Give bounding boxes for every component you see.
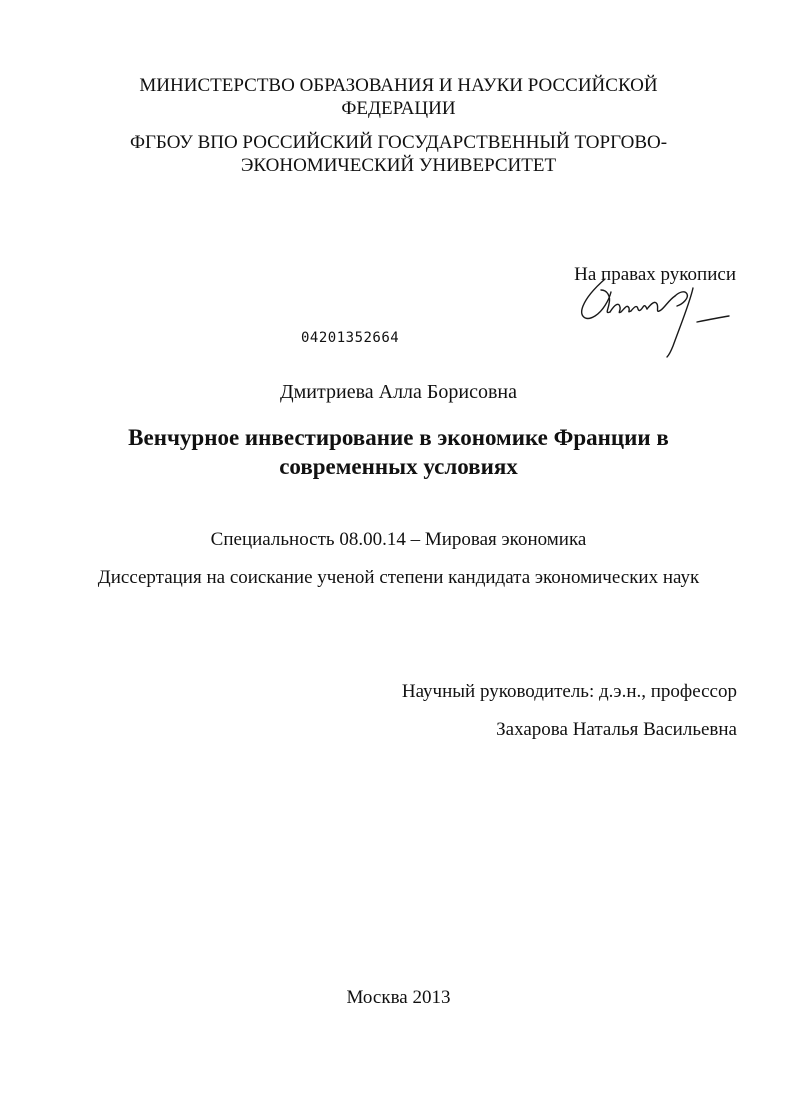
university-line-2: ЭКОНОМИЧЕСКИЙ УНИВЕРСИТЕТ — [240, 155, 557, 176]
thesis-title-line-1: Венчурное инвестирование в экономике Франции в — [128, 425, 669, 450]
specialty: Специальность 08.00.14 – Мировая экономика — [210, 529, 587, 550]
author-name: Дмитриева Алла Борисовна — [280, 381, 517, 403]
ministry-line-1: МИНИСТЕРСТВО ОБРАЗОВАНИЯ И НАУКИ РОССИЙСКОЙ — [139, 75, 658, 96]
city-year: Москва 2013 — [346, 987, 451, 1008]
catalog-number: 04201352664 — [301, 330, 400, 346]
supervisor-label: Научный руководитель: д.э.н., профессор — [401, 681, 737, 702]
manuscript-rights-note: На правах рукописи — [574, 264, 736, 285]
degree-statement: Диссертация на соискание ученой степени кандидата экономических наук — [97, 567, 700, 588]
thesis-title-line-2: современных условиях — [279, 454, 518, 479]
ministry-line-2: ФЕДЕРАЦИИ — [341, 98, 456, 119]
handwritten-signature — [565, 276, 740, 358]
supervisor-name: Захарова Наталья Васильевна — [496, 719, 737, 740]
university-line-1: ФГБОУ ВПО РОССИЙСКИЙ ГОСУДАРСТВЕННЫЙ ТОРГОВО- — [129, 132, 668, 153]
